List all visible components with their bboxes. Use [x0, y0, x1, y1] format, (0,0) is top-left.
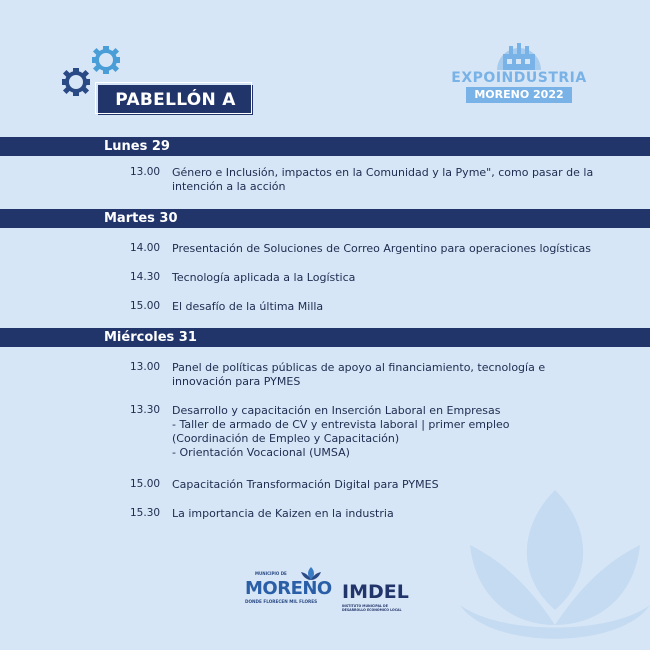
item-time: 15.30	[130, 507, 161, 519]
item-description: Capacitación Transformación Digital para PYMES	[172, 478, 439, 491]
item-description: Tecnología aplicada a la Logística	[172, 271, 356, 284]
item-description: Género e Inclusión, impactos en la Comunidad y la Pyme", como pasar de la intención a la acción	[172, 166, 594, 193]
expo-subtitle: MORENO 2022	[466, 87, 572, 103]
item-time: 15.00	[130, 478, 161, 490]
day-label: Miércoles 31	[104, 330, 197, 345]
day-header	[0, 209, 650, 228]
imdel-tagline: INSTITUTO MUNICIPAL DE DESARROLLO ECONÓMICO LOCAL	[342, 604, 402, 612]
expo-title: EXPOINDUSTRIA	[451, 70, 587, 86]
lotus-watermark-icon	[460, 485, 650, 650]
moreno-logo	[245, 567, 330, 612]
moreno-small: MUNICIPIO DE	[255, 571, 287, 576]
expoindustria-logo	[446, 38, 592, 108]
item-description: La importancia de Kaizen en la industria	[172, 507, 394, 520]
moreno-name: MORENO	[245, 578, 332, 599]
item-description: El desafío de la última Milla	[172, 300, 324, 313]
moreno-tagline: DONDE FLORECEN MIL FLORES	[245, 599, 318, 604]
factory-gear-icon	[489, 38, 549, 70]
pavilion-title: PABELLÓN A	[98, 85, 253, 115]
day-header	[0, 137, 650, 156]
item-time: 13.00	[130, 166, 161, 178]
imdel-name: IMDEL	[342, 581, 409, 603]
item-time: 13.30	[130, 404, 161, 416]
item-description: Panel de políticas públicas de apoyo al financiamiento, tecnología e innovación para PYMES	[172, 361, 546, 388]
day-header	[0, 328, 650, 347]
item-time: 13.00	[130, 361, 161, 373]
item-time: 14.00	[130, 242, 161, 254]
day-label: Martes 30	[104, 211, 178, 226]
imdel-logo	[342, 567, 412, 612]
item-time: 14.30	[130, 271, 161, 283]
item-time: 15.00	[130, 300, 161, 312]
item-description: Presentación de Soluciones de Correo Argentino para operaciones logísticas	[172, 242, 591, 255]
day-label: Lunes 29	[104, 139, 170, 154]
item-description: Desarrollo y capacitación en Inserción Laboral en Empresas - Taller de armado de CV y entrevista laboral | primer empleo (Coordinación de Empleo y Capacitación) - Orientación Vocacional (UMSA)	[172, 404, 510, 459]
